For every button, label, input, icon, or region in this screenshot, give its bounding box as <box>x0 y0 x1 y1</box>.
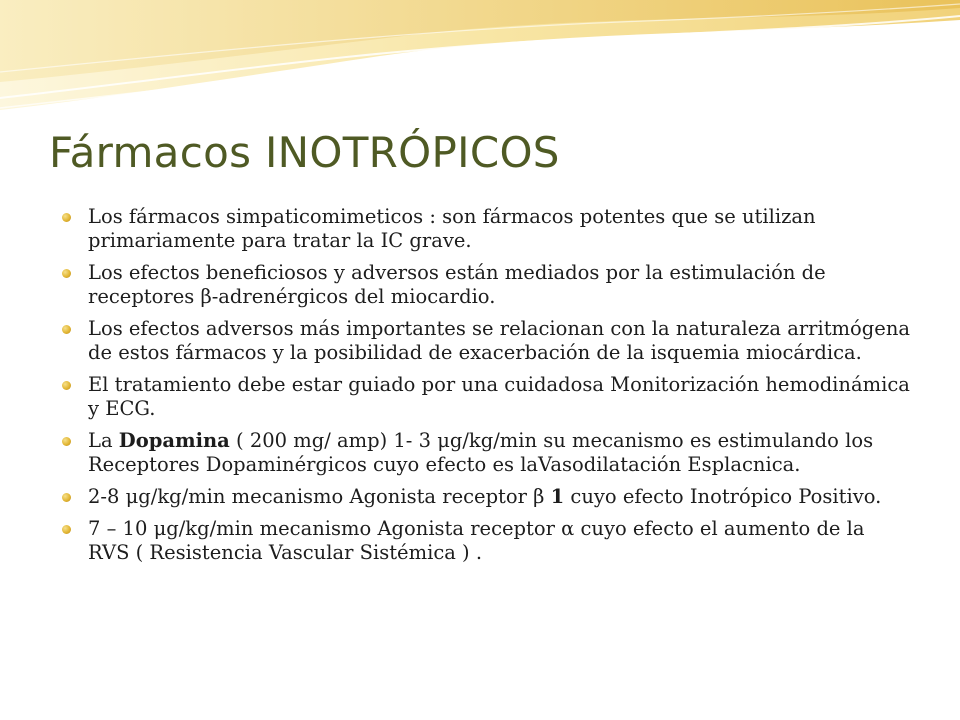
bullet-item-dopamina <box>60 429 910 477</box>
bullet-item <box>60 205 910 253</box>
bullet-text-suffix: cuyo efecto Inotrópico Positivo. <box>564 485 882 508</box>
bullet-text-prefix: La <box>88 429 119 452</box>
bullet-text: Los efectos beneficiosos y adversos están mediados por la estimulación de receptores β-adrenérgicos del miocardio. <box>88 261 826 308</box>
bullet-text: Los efectos adversos más importantes se relacionan con la naturaleza arritmógena de estos fármacos y la posibilidad de exacerbación de la isquemia miocárdica. <box>88 317 910 364</box>
bullet-text-prefix: 2-8 μg/kg/min mecanismo Agonista receptor β <box>88 485 551 508</box>
decorative-wave-header <box>0 0 960 140</box>
bullet-item <box>60 517 910 565</box>
slide-title: Fármacos INOTRÓPICOS <box>49 128 560 177</box>
bullet-item <box>60 261 910 309</box>
bullet-item <box>60 317 910 365</box>
bullet-item-beta1 <box>60 485 910 509</box>
bullet-text-bold: Dopamina <box>118 429 230 452</box>
bullet-list <box>60 205 910 573</box>
bullet-text: 7 – 10 μg/kg/min mecanismo Agonista receptor α cuyo efecto el aumento de la RVS ( Resistencia Vascular Sistémica ) . <box>88 517 865 564</box>
bullet-text: El tratamiento debe estar guiado por una cuidadosa Monitorización hemodinámica y ECG. <box>88 373 910 420</box>
bullet-text-suffix: ( 200 mg/ amp) 1- 3 μg/kg/min su mecanismo es estimulando los Receptores Dopaminérgicos cuyo efecto es laVasodilatación Esplacnica. <box>88 429 874 476</box>
bullet-item <box>60 373 910 421</box>
bullet-text-bold: 1 <box>550 485 565 508</box>
bullet-text: Los fármacos simpaticomimeticos : son fármacos potentes que se utilizan primariamente para tratar la IC grave. <box>88 205 816 252</box>
